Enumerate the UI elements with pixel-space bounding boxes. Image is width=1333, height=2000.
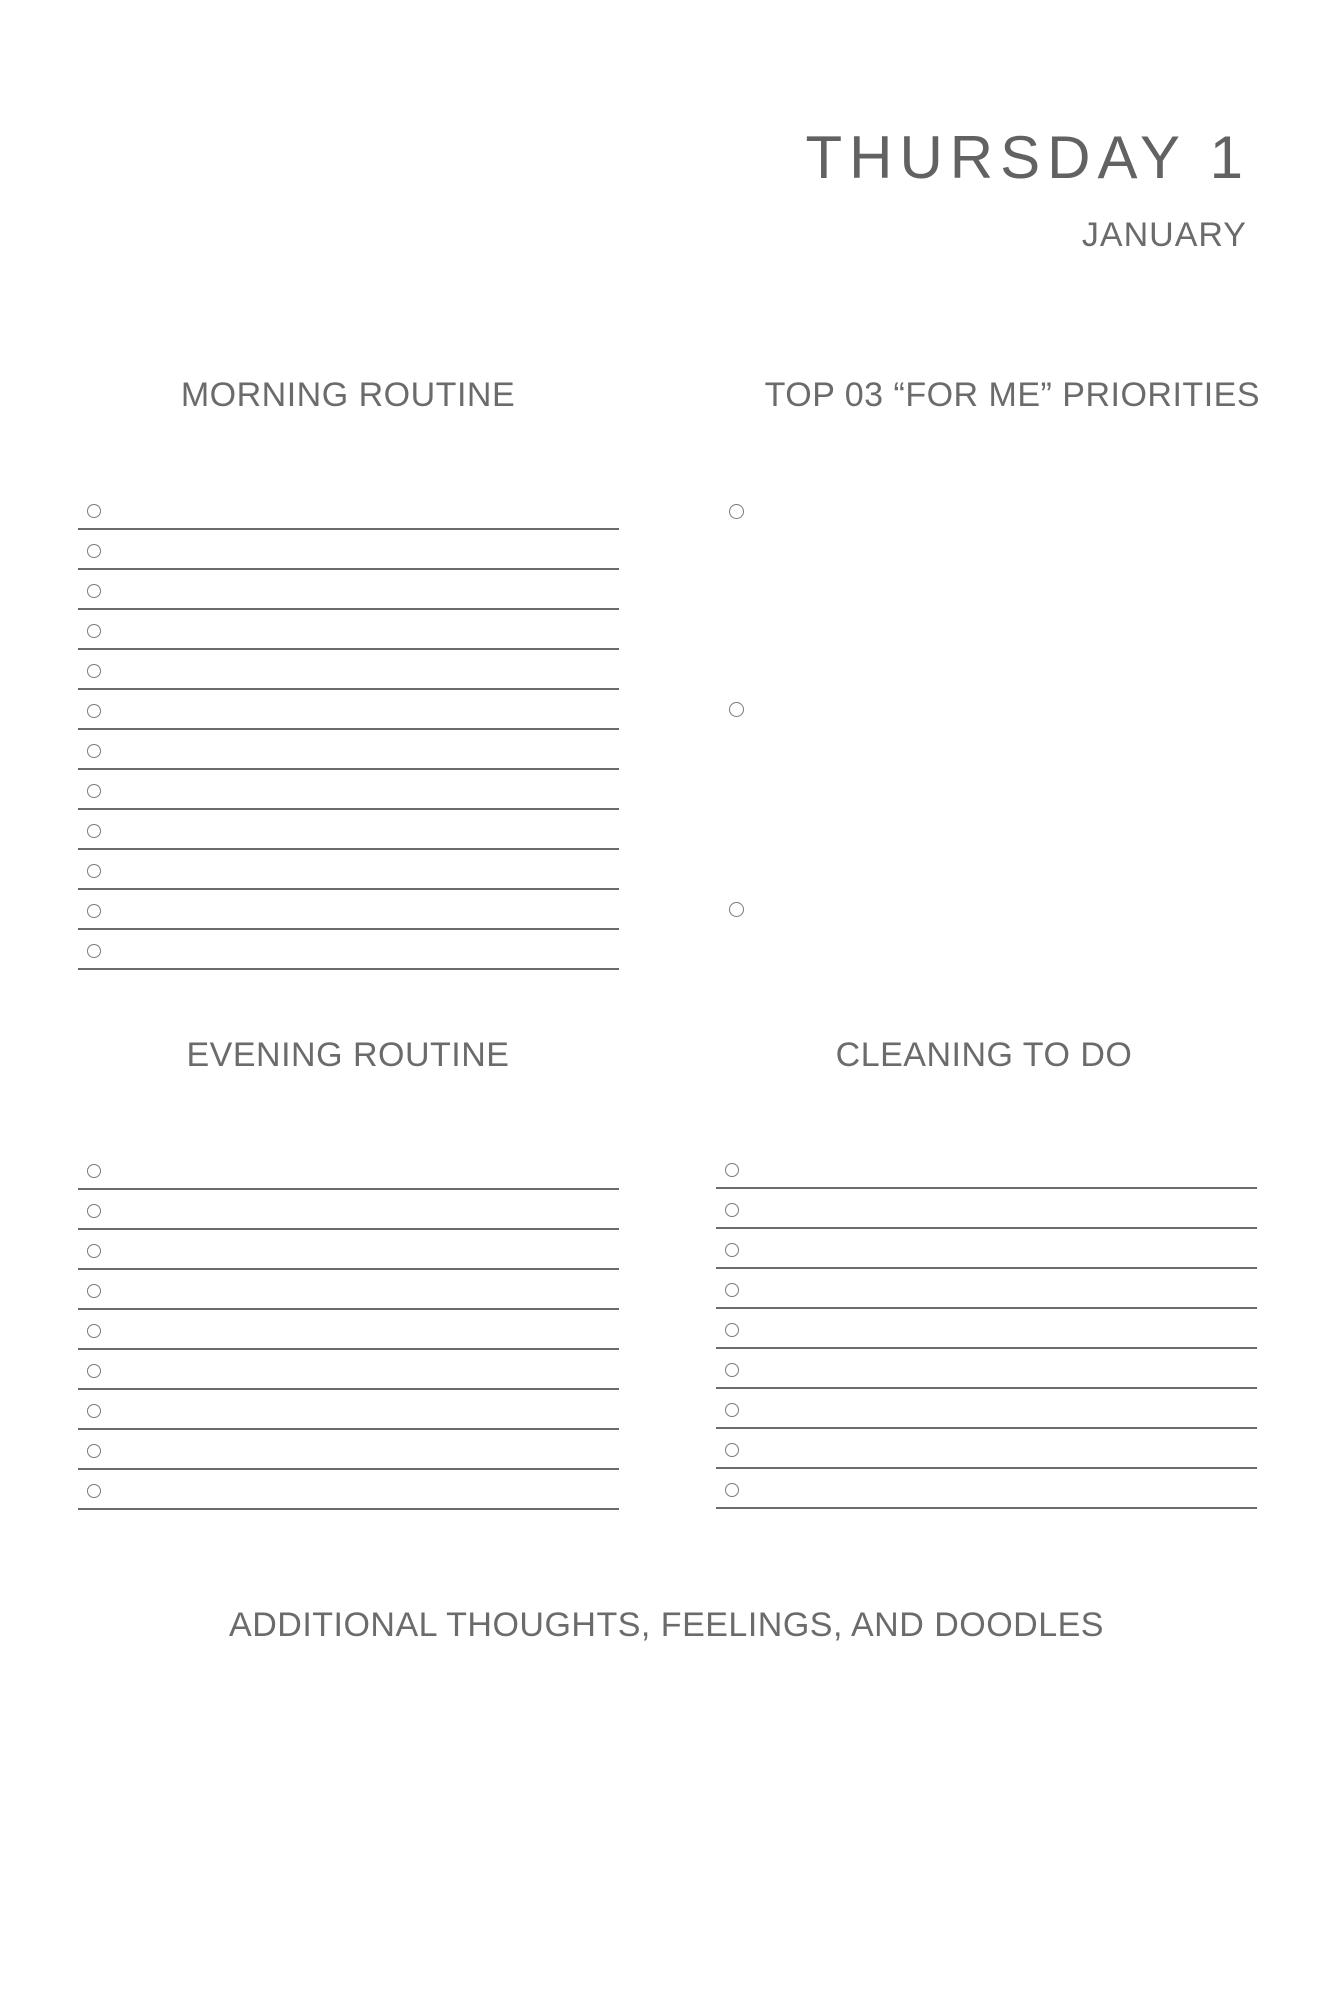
checklist-line[interactable] (716, 1229, 1257, 1269)
checkbox-circle-icon[interactable] (725, 1163, 739, 1177)
cleaning-heading: CLEANING TO DO (835, 1036, 1133, 1074)
checklist-line[interactable] (716, 1349, 1257, 1389)
checklist-line[interactable] (716, 1149, 1257, 1189)
checkbox-circle-icon[interactable] (87, 1484, 101, 1498)
checkbox-circle-icon[interactable] (87, 744, 101, 758)
day-title: THURSDAY 1 (805, 124, 1250, 191)
checklist-line[interactable] (78, 1470, 619, 1510)
checkbox-circle-icon[interactable] (87, 1444, 101, 1458)
checklist-line[interactable] (78, 690, 619, 730)
priority-checkbox-2[interactable] (729, 702, 744, 717)
checklist-line[interactable] (716, 1389, 1257, 1429)
additional-thoughts-heading: ADDITIONAL THOUGHTS, FEELINGS, AND DOODLES (229, 1606, 1104, 1644)
checklist-line[interactable] (78, 1390, 619, 1430)
checklist-line[interactable] (78, 890, 619, 930)
checklist-line[interactable] (716, 1309, 1257, 1349)
checklist-line[interactable] (78, 530, 619, 570)
checkbox-circle-icon[interactable] (87, 944, 101, 958)
checkbox-circle-icon[interactable] (725, 1203, 739, 1217)
checklist-line[interactable] (78, 1150, 619, 1190)
checkbox-circle-icon[interactable] (87, 624, 101, 638)
priority-checkbox-3[interactable] (729, 902, 744, 917)
checkbox-circle-icon[interactable] (725, 1443, 739, 1457)
checklist-line[interactable] (78, 490, 619, 530)
checklist-line[interactable] (716, 1189, 1257, 1229)
month-label: JANUARY (1081, 216, 1247, 254)
checkbox-circle-icon[interactable] (725, 1283, 739, 1297)
checklist-line[interactable] (78, 1230, 619, 1270)
checklist-line[interactable] (78, 770, 619, 810)
checklist-line[interactable] (716, 1469, 1257, 1509)
checkbox-circle-icon[interactable] (87, 1404, 101, 1418)
checklist-line[interactable] (78, 610, 619, 650)
checklist-line[interactable] (716, 1269, 1257, 1309)
checklist-line[interactable] (78, 730, 619, 770)
checklist-line[interactable] (78, 570, 619, 610)
morning-routine-checklist (78, 490, 619, 970)
checkbox-circle-icon[interactable] (725, 1323, 739, 1337)
checklist-line[interactable] (78, 1310, 619, 1350)
checkbox-circle-icon[interactable] (87, 584, 101, 598)
checkbox-circle-icon[interactable] (725, 1243, 739, 1257)
checklist-line[interactable] (78, 1430, 619, 1470)
checkbox-circle-icon[interactable] (87, 1324, 101, 1338)
cleaning-checklist (716, 1149, 1257, 1509)
priority-checkbox-1[interactable] (729, 504, 744, 519)
checkbox-circle-icon[interactable] (87, 864, 101, 878)
checkbox-circle-icon[interactable] (87, 1204, 101, 1218)
priorities-heading: TOP 03 “FOR ME” PRIORITIES (764, 376, 1260, 414)
checkbox-circle-icon[interactable] (725, 1363, 739, 1377)
checkbox-circle-icon[interactable] (87, 504, 101, 518)
evening-routine-heading: EVENING ROUTINE (186, 1036, 510, 1074)
checklist-line[interactable] (78, 650, 619, 690)
checkbox-circle-icon[interactable] (87, 1284, 101, 1298)
checkbox-circle-icon[interactable] (87, 704, 101, 718)
checkbox-circle-icon[interactable] (87, 1364, 101, 1378)
checklist-line[interactable] (78, 1270, 619, 1310)
checkbox-circle-icon[interactable] (87, 1244, 101, 1258)
checkbox-circle-icon[interactable] (87, 664, 101, 678)
checkbox-circle-icon[interactable] (87, 544, 101, 558)
checklist-line[interactable] (78, 810, 619, 850)
checkbox-circle-icon[interactable] (725, 1403, 739, 1417)
checkbox-circle-icon[interactable] (725, 1483, 739, 1497)
checkbox-circle-icon[interactable] (87, 824, 101, 838)
checklist-line[interactable] (78, 1350, 619, 1390)
checklist-line[interactable] (716, 1429, 1257, 1469)
checkbox-circle-icon[interactable] (87, 904, 101, 918)
morning-routine-heading: MORNING ROUTINE (180, 376, 516, 414)
checkbox-circle-icon[interactable] (87, 1164, 101, 1178)
checklist-line[interactable] (78, 1190, 619, 1230)
checkbox-circle-icon[interactable] (87, 784, 101, 798)
checklist-line[interactable] (78, 850, 619, 890)
checklist-line[interactable] (78, 930, 619, 970)
evening-routine-checklist (78, 1150, 619, 1510)
